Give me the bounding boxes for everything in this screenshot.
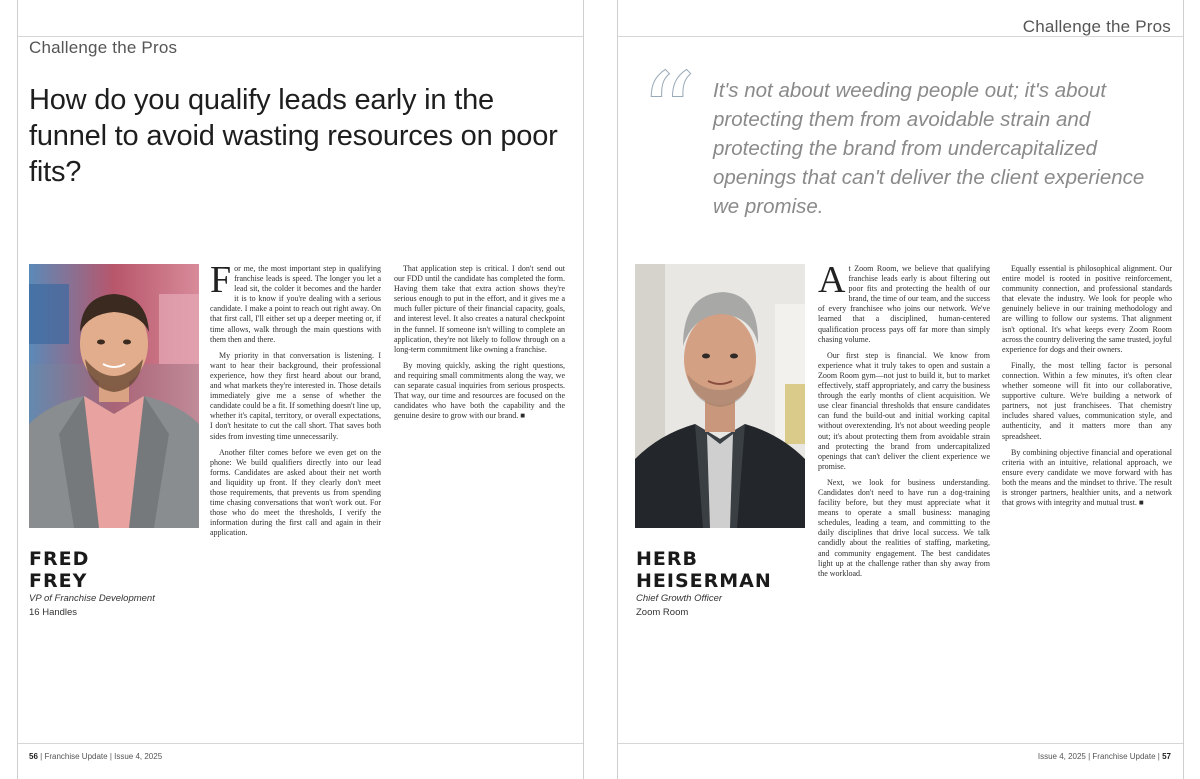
portrait-herb-heiserman xyxy=(635,264,805,528)
footer-separator: | xyxy=(1157,752,1160,761)
left-bottom-rule xyxy=(17,743,583,744)
article-column-2 xyxy=(394,264,565,427)
person-company-right: Zoom Room xyxy=(636,607,689,618)
paragraph: That application step is critical. I don't send out our FDD until the candidate has completed the form. Having them take that extra action shows they're serious enough to put in the effort, and it gives me a much fuller picture of their financial capacity, goals, and interest level. It also creates a natural checkpoint in the funnel. If someone isn't willing to complete an application, they're not likely to follow through on a long-term commitment like owning a franchise. xyxy=(394,264,565,354)
right-page-outer-border xyxy=(1183,0,1184,779)
paragraph: At Zoom Room, we believe that qualifying franchise leads early is about filtering out poor fits and protecting the health of our brand, the time of our team, and the success of every franchisee who joins our network. We've learned that a disciplined, human-centered qualification process pays off far more than simply chasing volume. xyxy=(818,259,990,344)
paragraph: Our first step is financial. We know from experience what it truly takes to open and sustain a Zoom Room gym—not just to build it, but to market effectively, staff appropriately, and carry the business through the early months of client acquisition. We use clear financial thresholds that ensure candidates can fund the build-out and initial working capital without overextending. It's not about weeding people out; it's about protecting them from avoidable strain and protecting the brand from undercapitalized openings that can't deliver the client experience we promise. xyxy=(818,350,990,471)
article-column-4 xyxy=(1002,264,1172,514)
paragraph: My priority in that conversation is listening. I want to hear their background, their professional experience, how they first heard about our brand, and what markets they're interested in. Those details immediately give me a sense of whether the candidate could be a fit. If something doesn't line up, whether it's capital, territory, or overall expectations, I don't hesitate to cut the call short. That saves both sides from investing time unnecessarily. xyxy=(210,350,381,441)
article-column-3 xyxy=(818,259,990,585)
drop-cap: A xyxy=(818,259,846,301)
paragraph: By moving quickly, asking the right questions, and requiring small commitments along the way, we can separate casual inquiries from serious prospects. That way, our time and resources are focused on the candidates who have both the capability and the genuine desire to grow with our brand. ■ xyxy=(394,360,565,421)
drop-cap: F xyxy=(210,259,232,301)
paragraph: Another filter comes before we even get on the phone: We build qualifiers directly into our lead forms. Candidates are asked about their net worth and liquidity up front. If they clearly don't meet those requirements, that prevents us from spending time chasing conversations that won't work out. For those who do meet the thresholds, I verify the information during the first call and again in their application. xyxy=(210,447,381,538)
person-company: 16 Handles xyxy=(29,607,78,618)
section-title-right: Challenge the Pros xyxy=(1022,17,1171,36)
first-name: FRED xyxy=(29,548,90,570)
page-number: 56 xyxy=(29,752,38,761)
footer-separator: | xyxy=(40,752,43,761)
page-number: 57 xyxy=(1162,752,1171,761)
person-title-right: Chief Growth Officer xyxy=(636,593,723,604)
right-footer xyxy=(1038,752,1171,761)
article-column-1 xyxy=(210,259,381,544)
section-title: Challenge the Pros xyxy=(29,38,178,57)
quote-mark-icon: “ xyxy=(640,49,697,177)
person-name xyxy=(29,548,89,592)
footer-text: Issue 4, 2025 | Franchise Update xyxy=(1037,752,1156,761)
last-name: HEISERMAN xyxy=(636,570,772,592)
paragraph: Finally, the most telling factor is personal connection. Within a few minutes, it's often clear whether someone will fit into our collaborative, supportive culture. We're building a network of partners, not just franchisees. That chemistry includes shared values, communication style, and authenticity, and it matters more than any spreadsheet. xyxy=(1002,360,1172,441)
left-page-inner-border xyxy=(583,0,584,779)
portrait-fred-frey xyxy=(29,264,199,528)
paragraph: Next, we look for business understanding. Candidates don't need to have run a dog-training facility before, but they must appreciate what it means to operate a small business: managing schedules, leading a team, and committing to the daily disciplines that drive local success. We talk candidly about the realities of staffing, marketing, and community engagement. The best candidates light up at the challenge rather than shy away from the workload. xyxy=(818,477,990,578)
footer-text: Franchise Update | Issue 4, 2025 xyxy=(44,752,163,761)
first-name: HERB xyxy=(636,548,698,570)
right-page-inner-border xyxy=(617,0,618,779)
headline: How do you qualify leads early in the funnel to avoid wasting resources on poor fits? xyxy=(29,84,558,188)
right-bottom-rule xyxy=(617,743,1183,744)
person-name-right xyxy=(636,548,772,592)
person-title: VP of Franchise Development xyxy=(29,593,155,604)
pull-quote: It's not about weeding people out; it's about protecting them from avoidable strain and protecting the brand from undercapitalized openings that can't deliver the client experience we promise. xyxy=(713,79,1145,218)
left-footer xyxy=(29,752,162,761)
last-name: FREY xyxy=(29,570,88,592)
paragraph: By combining objective financial and operational criteria with an intuitive, relational approach, we ensure every candidate we move forward with has both the means and the mindset to thrive. The result is stronger partners, healthier units, and a network that grows with integrity and mutual trust. ■ xyxy=(1002,447,1172,508)
paragraph: Equally essential is philosophical alignment. Our entire model is rooted in positive reinforcement, community connection, and professional standards that elevate the industry. We look for people who genuinely believe in our training methodology and are willing to follow our systems. That alignment isn't optional. It's what keeps every Zoom Room across the country delivering the same trusted, joyful experience for dogs and their owners. xyxy=(1002,264,1172,354)
paragraph: For me, the most important step in qualifying franchise leads is speed. The longer you let a lead sit, the colder it becomes and the harder it is to know if you're dealing with a serious candidate. I make a point to reach out right away. On that first call, I'll either set up a deeper meeting or, if time allows, walk through the main questions with them then and there. xyxy=(210,259,381,344)
left-page-outer-border xyxy=(17,0,18,779)
left-top-rule xyxy=(17,36,583,37)
